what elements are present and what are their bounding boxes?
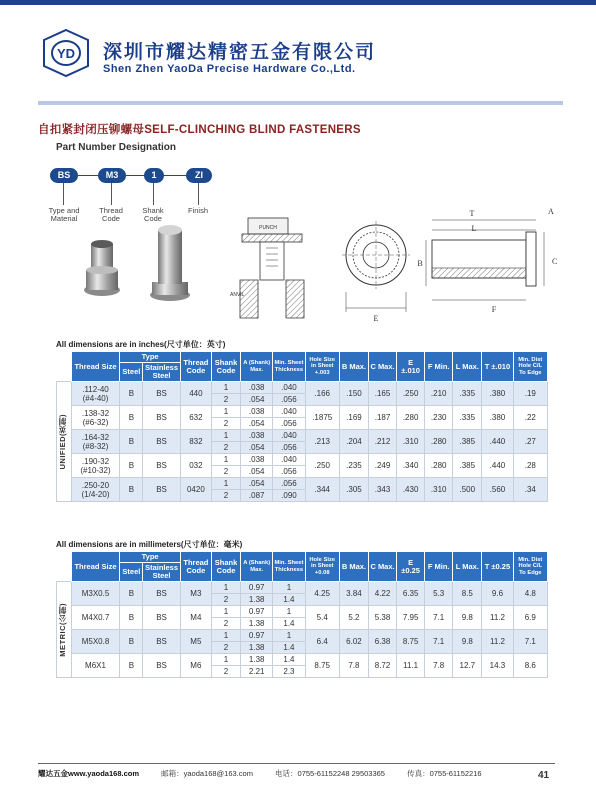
e-cell: .250 [397,382,425,406]
min-sheet-cell: .056 [273,442,305,454]
header-thread-code: Thread Code [180,552,211,582]
steel-cell: B [120,630,143,654]
punch-label: PUNCH [259,225,277,231]
l-cell: .500 [453,478,482,502]
f-cell: .310 [425,478,453,502]
dim-b: B [417,259,423,268]
a-cell: 0.97 [241,630,273,642]
header-c: C Max. [369,352,397,382]
a-cell: 1.38 [241,642,273,654]
header-l: L Max. [453,352,482,382]
a-cell: .038 [241,406,273,418]
code-label-finish: Finish [187,206,208,215]
steel-cell: B [120,654,143,678]
hole-size-cell: .166 [305,382,339,406]
b-cell: 3.84 [339,582,368,606]
a-cell: 2.21 [241,666,273,678]
shank-code-cell: 1 [211,478,240,490]
shank-code-cell: 1 [211,406,240,418]
f-cell: .210 [425,382,453,406]
header-shank-code: Shank Code [211,552,240,582]
footer [38,768,502,779]
header-t: T ±0.25 [482,552,513,582]
a-cell: 1.38 [241,618,273,630]
top-view-drawing [342,221,410,323]
a-cell: .087 [241,490,273,502]
header-b: B Max. [339,352,368,382]
header-min-sheet: Min. Sheet Thickness [273,352,305,382]
thread-size-cell: M6X1 [71,654,120,678]
t-cell: 9.6 [482,582,513,606]
f-cell: 5.3 [425,582,453,606]
t-cell: 11.2 [482,630,513,654]
shank-code-cell: 2 [211,594,240,606]
b-cell: 7.8 [339,654,368,678]
a-cell: .054 [241,478,273,490]
dim-t: T [469,209,475,218]
table-row [57,430,548,442]
thread-size-cell: .250-20 (1/4-20) [71,478,120,502]
steel-cell: B [120,406,143,430]
dim-e: E [373,314,379,323]
min-dist-cell: .34 [513,478,547,502]
min-sheet-cell: .056 [273,478,305,490]
thread-code-cell: M6 [180,654,211,678]
metric-spec-table [56,551,548,678]
min-sheet-cell: .056 [273,418,305,430]
thread-code-cell: M3 [180,582,211,606]
min-dist-cell: .19 [513,382,547,406]
hole-size-cell: 4.25 [305,582,339,606]
header-divider [38,101,563,105]
min-dist-cell: 6.9 [513,606,547,630]
thread-size-cell: M3X0.5 [71,582,120,606]
min-dist-cell: .27 [513,430,547,454]
b-cell: .204 [339,430,368,454]
inch-spec-table [56,351,548,502]
header-steel: Steel [120,363,143,382]
steel-cell: B [120,430,143,454]
e-cell: .340 [397,454,425,478]
section-title: 自扣紧封闭压铆螺母SELF-CLINCHING BLIND FASTENERS [38,124,361,136]
a-cell: .054 [241,394,273,406]
header-hole-size: Hole Size in Sheet +0.08 [305,552,339,582]
shank-code-cell: 2 [211,442,240,454]
footer-fax: 传真：0755-61152216 [407,769,482,778]
a-cell: .054 [241,466,273,478]
t-cell: .440 [482,454,513,478]
dim-c: C [552,257,558,266]
header-stainless: Stainless Steel [143,363,180,382]
b-cell: .235 [339,454,368,478]
company-name-en: Shen Zhen YaoDa Precise Hardware Co.,Ltd. [103,63,356,75]
l-cell: 12.7 [453,654,482,678]
b-cell: .305 [339,478,368,502]
company-name-cn: 深圳市耀达精密五金有限公司 [103,41,377,63]
l-cell: 8.5 [453,582,482,606]
e-cell: 11.1 [397,654,425,678]
min-sheet-cell: .056 [273,466,305,478]
t-cell: .440 [482,430,513,454]
fastener-photo-1 [84,240,120,296]
min-sheet-cell: .040 [273,454,305,466]
table-side-label: METRIC(公制) [57,582,72,678]
f-cell: .280 [425,454,453,478]
code-connector [164,175,186,176]
header-thread-size: Thread Size [71,552,120,582]
shank-code-cell: 1 [211,654,240,666]
footer-divider [38,763,555,764]
header-min-dist: Min. Dist Hole C/L To Edge [513,352,547,382]
c-cell: .249 [369,454,397,478]
header-min-dist: Min. Dist Hole C/L To Edge [513,552,547,582]
anvil-label: ANVIL [230,292,245,298]
steel-cell: B [120,606,143,630]
f-cell: .280 [425,430,453,454]
footer-email[interactable]: 邮箱：yaoda168@163.com [161,769,253,778]
header-a: A (Shank) Max. [241,552,273,582]
hole-size-cell: 5.4 [305,606,339,630]
hole-size-cell: .213 [305,430,339,454]
thread-size-cell: M5X0.8 [71,630,120,654]
header-t: T ±.010 [482,352,513,382]
table-row [57,606,548,618]
l-cell: .335 [453,382,482,406]
header-f: F Min. [425,352,453,382]
stainless-cell: BS [143,454,180,478]
header-c: C Max. [369,552,397,582]
min-dist-cell: .22 [513,406,547,430]
min-sheet-cell: .040 [273,382,305,394]
header-e: E ±.010 [397,352,425,382]
stainless-cell: BS [143,630,180,654]
b-cell: 6.02 [339,630,368,654]
a-cell: .038 [241,382,273,394]
code-connector [126,175,144,176]
stainless-cell: BS [143,582,180,606]
thread-code-cell: 832 [180,430,211,454]
metric-units-label: All dimensions are in millimeters(尺寸单位：毫米) [56,540,243,549]
min-sheet-cell: 1 [273,606,305,618]
min-sheet-cell: 1 [273,582,305,594]
b-cell: .169 [339,406,368,430]
min-sheet-cell: .090 [273,490,305,502]
thread-code-cell: 632 [180,406,211,430]
technical-drawings [80,200,566,328]
table-side-label: UNIFIED(英制) [57,382,72,502]
shank-code-cell: 2 [211,618,240,630]
e-cell: .430 [397,478,425,502]
l-cell: 9.8 [453,630,482,654]
c-cell: 4.22 [369,582,397,606]
steel-cell: B [120,478,143,502]
l-cell: 9.8 [453,606,482,630]
stainless-cell: BS [143,478,180,502]
t-cell: .560 [482,478,513,502]
thread-code-cell: 032 [180,454,211,478]
shank-code-cell: 2 [211,418,240,430]
dim-f: F [491,305,497,314]
side-section-drawing [417,207,557,314]
table-row [57,582,548,594]
shank-code-cell: 1 [211,582,240,594]
t-cell: .380 [482,382,513,406]
hole-size-cell: 6.4 [305,630,339,654]
table-row [57,654,548,666]
c-cell: .187 [369,406,397,430]
table-row [57,478,548,490]
header-min-sheet: Min. Sheet Thickness [273,552,305,582]
stainless-cell: BS [143,606,180,630]
min-sheet-cell: 2.3 [273,666,305,678]
thread-size-cell: M4X0.7 [71,606,120,630]
min-sheet-cell: 1.4 [273,594,305,606]
a-cell: .054 [241,418,273,430]
header-l: L Max. [453,552,482,582]
thread-size-cell: .164-32 (#8-32) [71,430,120,454]
top-accent-bar [0,0,596,5]
c-cell: 8.72 [369,654,397,678]
table-row [57,382,548,394]
header-shank-code: Shank Code [211,352,240,382]
steel-cell: B [120,454,143,478]
e-cell: .280 [397,406,425,430]
dim-a: A [548,207,554,216]
code-label-type: Type and Material [48,206,80,223]
header-hole-size: Hole Size in Sheet +.003 [305,352,339,382]
f-cell: 7.1 [425,630,453,654]
a-cell: 1.38 [241,594,273,606]
shank-code-cell: 1 [211,382,240,394]
min-sheet-cell: 1.4 [273,654,305,666]
thread-size-cell: .190-32 (#10-32) [71,454,120,478]
shank-code-cell: 2 [211,666,240,678]
code-stem [63,183,64,205]
hole-size-cell: .250 [305,454,339,478]
header-thread-code: Thread Code [180,352,211,382]
header-f: F Min. [425,552,453,582]
code-pill-finish: ZI [186,168,212,183]
shank-code-cell: 1 [211,630,240,642]
shank-code-cell: 2 [211,466,240,478]
thread-code-cell: 440 [180,382,211,406]
code-pill-type: BS [50,168,78,183]
code-connector [78,175,98,176]
shank-code-cell: 2 [211,490,240,502]
table-row [57,454,548,466]
header-type: Type [120,352,180,363]
f-cell: 7.1 [425,606,453,630]
min-sheet-cell: 1.4 [273,642,305,654]
min-sheet-cell: 1 [273,630,305,642]
c-cell: 6.38 [369,630,397,654]
table-row [57,406,548,418]
hole-size-cell: .1875 [305,406,339,430]
min-dist-cell: 8.6 [513,654,547,678]
header-stainless: Stainless Steel [143,563,180,582]
shank-code-cell: 1 [211,454,240,466]
inch-units-label: All dimensions are in inches(尺寸单位：英寸) [56,340,226,349]
t-cell: 11.2 [482,606,513,630]
hole-size-cell: 8.75 [305,654,339,678]
min-sheet-cell: .056 [273,394,305,406]
thread-code-cell: 0420 [180,478,211,502]
t-cell: .380 [482,406,513,430]
stainless-cell: BS [143,430,180,454]
thread-size-cell: .138-32 (#6-32) [71,406,120,430]
part-number-title: Part Number Designation [56,142,177,153]
page-number: 41 [538,770,550,781]
code-pill-shank: 1 [144,168,164,183]
steel-cell: B [120,382,143,406]
c-cell: 5.38 [369,606,397,630]
min-dist-cell: 7.1 [513,630,547,654]
company-logo [38,28,94,78]
a-cell: 1.38 [241,654,273,666]
header-type: Type [120,552,180,563]
hole-size-cell: .344 [305,478,339,502]
shank-code-cell: 1 [211,606,240,618]
fastener-photo-2 [150,225,190,301]
code-label-shank: Shank Code [142,206,164,223]
thread-size-cell: .112-40 (#4-40) [71,382,120,406]
shank-code-cell: 2 [211,394,240,406]
e-cell: 7.95 [397,606,425,630]
table-row [57,630,548,642]
l-cell: .385 [453,430,482,454]
c-cell: .212 [369,430,397,454]
shank-code-cell: 1 [211,430,240,442]
min-dist-cell: .28 [513,454,547,478]
min-dist-cell: 4.8 [513,582,547,606]
b-cell: .150 [339,382,368,406]
c-cell: .343 [369,478,397,502]
e-cell: 8.75 [397,630,425,654]
installation-section-drawing [230,218,304,318]
t-cell: 14.3 [482,654,513,678]
stainless-cell: BS [143,406,180,430]
stainless-cell: BS [143,654,180,678]
dim-l: L [471,224,477,233]
a-cell: .038 [241,454,273,466]
f-cell: 7.8 [425,654,453,678]
code-label-thread: Thread Code [99,206,123,223]
header-thread-size: Thread Size [71,352,120,382]
e-cell: 6.35 [397,582,425,606]
header-e: E ±0.25 [397,552,425,582]
b-cell: 5.2 [339,606,368,630]
thread-code-cell: M4 [180,606,211,630]
a-cell: 0.97 [241,582,273,594]
a-cell: 0.97 [241,606,273,618]
footer-website[interactable]: 耀达五金www.yaoda168.com [38,769,140,778]
min-sheet-cell: .040 [273,406,305,418]
logo-text: YD [56,46,76,61]
min-sheet-cell: .040 [273,430,305,442]
shank-code-cell: 2 [211,642,240,654]
a-cell: .054 [241,442,273,454]
footer-phone: 电话：0755-61152248 29503365 [275,769,385,778]
code-pill-thread: M3 [98,168,126,183]
l-cell: .335 [453,406,482,430]
thread-code-cell: M5 [180,630,211,654]
f-cell: .230 [425,406,453,430]
min-sheet-cell: 1.4 [273,618,305,630]
l-cell: .385 [453,454,482,478]
e-cell: .310 [397,430,425,454]
a-cell: .038 [241,430,273,442]
header-b: B Max. [339,552,368,582]
c-cell: .165 [369,382,397,406]
header-steel: Steel [120,563,143,582]
header-a: A (Shank) Max. [241,352,273,382]
steel-cell: B [120,582,143,606]
stainless-cell: BS [143,382,180,406]
